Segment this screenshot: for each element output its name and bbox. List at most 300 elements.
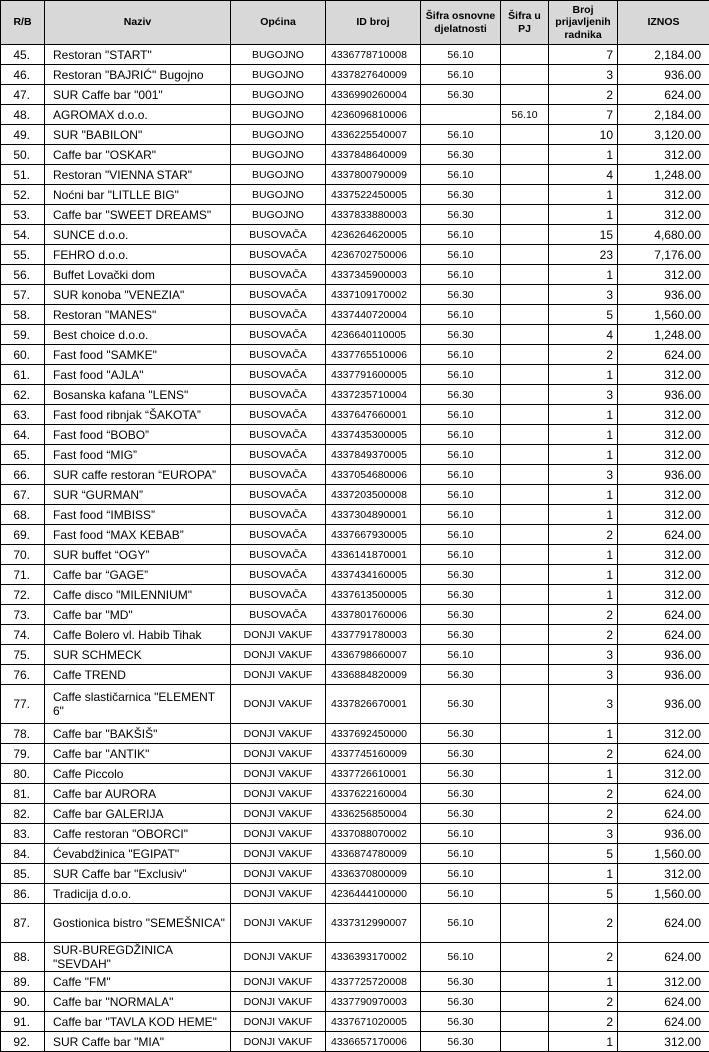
business-name-cell: SUR Caffe bar "001"	[45, 85, 231, 105]
business-name-cell: Fast food “MIG”	[45, 445, 231, 465]
amount-cell: 312.00	[618, 265, 709, 285]
municipality-cell: BUSOVAČA	[231, 505, 326, 525]
activity-code-cell: 56.30	[421, 605, 501, 625]
municipality-cell: DONJI VAKUF	[231, 764, 326, 784]
pj-code-cell	[501, 465, 549, 485]
amount-cell: 936.00	[618, 385, 709, 405]
table-row	[1, 265, 709, 285]
id-number-cell: 4337827640009	[326, 65, 421, 85]
pj-code-cell	[501, 545, 549, 565]
table-row	[1, 225, 709, 245]
business-name-cell: AGROMAX d.o.o.	[45, 105, 231, 125]
table-row	[1, 804, 709, 824]
business-name-cell: Caffe bar "NORMALA"	[45, 992, 231, 1012]
business-name-cell: Caffe bar "TAVLA KOD HEME"	[45, 1012, 231, 1032]
row-number-cell: 68.	[1, 505, 45, 525]
amount-cell: 2,184.00	[618, 45, 709, 65]
amount-cell: 936.00	[618, 665, 709, 685]
pj-code-cell	[501, 285, 549, 305]
municipality-cell: DONJI VAKUF	[231, 744, 326, 764]
row-number-cell: 49.	[1, 125, 45, 145]
row-number-cell: 56.	[1, 265, 45, 285]
employee-count-cell: 7	[549, 45, 618, 65]
business-name-cell: Caffe restoran "OBORCI"	[45, 824, 231, 844]
table-row	[1, 145, 709, 165]
pj-code-cell	[501, 305, 549, 325]
table-row	[1, 185, 709, 205]
pj-code-cell	[501, 245, 549, 265]
municipality-cell: BUSOVAČA	[231, 245, 326, 265]
activity-code-cell: 56.10	[421, 65, 501, 85]
municipality-cell: BUGOJNO	[231, 145, 326, 165]
row-number-cell: 51.	[1, 165, 45, 185]
activity-code-cell: 56.30	[421, 1012, 501, 1032]
table-row	[1, 465, 709, 485]
id-number-cell: 4236444100000	[326, 884, 421, 904]
business-name-cell: Restoran "START"	[45, 45, 231, 65]
pj-code-cell	[501, 405, 549, 425]
header-opcina: Općina	[231, 1, 326, 45]
id-number-cell: 4337440720004	[326, 305, 421, 325]
table-row	[1, 205, 709, 225]
row-number-cell: 48.	[1, 105, 45, 125]
table-row	[1, 904, 709, 943]
row-number-cell: 57.	[1, 285, 45, 305]
business-name-cell: Fast food “IMBISS”	[45, 505, 231, 525]
amount-cell: 624.00	[618, 625, 709, 645]
row-number-cell: 89.	[1, 972, 45, 992]
municipality-cell: BUSOVAČA	[231, 225, 326, 245]
employee-count-cell: 2	[549, 525, 618, 545]
pj-code-cell	[501, 864, 549, 884]
business-name-cell: Caffe disco "MILENNIUM"	[45, 585, 231, 605]
pj-code-cell	[501, 205, 549, 225]
id-number-cell: 4336798660007	[326, 645, 421, 665]
table-row	[1, 645, 709, 665]
row-number-cell: 69.	[1, 525, 45, 545]
pj-code-cell	[501, 385, 549, 405]
activity-code-cell: 56.10	[421, 943, 501, 972]
activity-code-cell: 56.30	[421, 804, 501, 824]
business-name-cell: Caffe bar "MD"	[45, 605, 231, 625]
business-name-cell: Caffe bar AURORA	[45, 784, 231, 804]
row-number-cell: 65.	[1, 445, 45, 465]
id-number-cell: 4336141870001	[326, 545, 421, 565]
pj-code-cell	[501, 265, 549, 285]
municipality-cell: BUGOJNO	[231, 85, 326, 105]
row-number-cell: 58.	[1, 305, 45, 325]
id-number-cell: 4337054680006	[326, 465, 421, 485]
activity-code-cell: 56.30	[421, 764, 501, 784]
pj-code-cell	[501, 764, 549, 784]
pj-code-cell	[501, 685, 549, 724]
id-number-cell: 4337203500008	[326, 485, 421, 505]
business-name-cell: Caffe bar “GAGE”	[45, 565, 231, 585]
pj-code-cell	[501, 185, 549, 205]
header-rb: R/B	[1, 1, 45, 45]
amount-cell: 312.00	[618, 764, 709, 784]
pj-code-cell	[501, 824, 549, 844]
amount-cell: 312.00	[618, 545, 709, 565]
table-row	[1, 325, 709, 345]
municipality-cell: BUSOVAČA	[231, 605, 326, 625]
activity-code-cell: 56.30	[421, 784, 501, 804]
table-row	[1, 425, 709, 445]
table-row	[1, 744, 709, 764]
table-row	[1, 485, 709, 505]
pj-code-cell	[501, 345, 549, 365]
business-name-cell: SUR SCHMECK	[45, 645, 231, 665]
activity-code-cell: 56.10	[421, 884, 501, 904]
business-name-cell: Caffe "FM"	[45, 972, 231, 992]
pj-code-cell	[501, 485, 549, 505]
id-number-cell: 4336256850004	[326, 804, 421, 824]
municipality-cell: DONJI VAKUF	[231, 685, 326, 724]
pj-code-cell	[501, 605, 549, 625]
amount-cell: 624.00	[618, 784, 709, 804]
table-row	[1, 65, 709, 85]
employee-count-cell: 1	[549, 425, 618, 445]
activity-code-cell: 56.10	[421, 245, 501, 265]
table-body	[1, 45, 709, 1052]
employee-count-cell: 5	[549, 305, 618, 325]
id-number-cell: 4337522450005	[326, 185, 421, 205]
table-row	[1, 565, 709, 585]
employee-count-cell: 3	[549, 824, 618, 844]
activity-code-cell: 56.10	[421, 505, 501, 525]
amount-cell: 3,120.00	[618, 125, 709, 145]
header-row	[1, 1, 709, 45]
row-number-cell: 77.	[1, 685, 45, 724]
employee-count-cell: 2	[549, 992, 618, 1012]
municipality-cell: BUGOJNO	[231, 125, 326, 145]
activity-code-cell: 56.30	[421, 565, 501, 585]
business-name-cell: Fast food “BOBO”	[45, 425, 231, 445]
table-row	[1, 972, 709, 992]
amount-cell: 624.00	[618, 85, 709, 105]
id-number-cell: 4337434160005	[326, 565, 421, 585]
amount-cell: 4,680.00	[618, 225, 709, 245]
id-number-cell: 4337109170002	[326, 285, 421, 305]
amount-cell: 936.00	[618, 824, 709, 844]
row-number-cell: 87.	[1, 904, 45, 943]
municipality-cell: BUSOVAČA	[231, 565, 326, 585]
id-number-cell: 4236096810006	[326, 105, 421, 125]
municipality-cell: BUSOVAČA	[231, 365, 326, 385]
row-number-cell: 82.	[1, 804, 45, 824]
activity-code-cell: 56.30	[421, 744, 501, 764]
employee-count-cell: 1	[549, 405, 618, 425]
activity-code-cell: 56.10	[421, 45, 501, 65]
table-row	[1, 992, 709, 1012]
row-number-cell: 64.	[1, 425, 45, 445]
municipality-cell: DONJI VAKUF	[231, 724, 326, 744]
row-number-cell: 70.	[1, 545, 45, 565]
id-number-cell: 4336874780009	[326, 844, 421, 864]
municipality-cell: DONJI VAKUF	[231, 645, 326, 665]
row-number-cell: 60.	[1, 345, 45, 365]
business-name-cell: Fast food ribnjak “ŠAKOTA”	[45, 405, 231, 425]
business-name-cell: Bosanska kafana "LENS"	[45, 385, 231, 405]
business-name-cell: SUR Caffe bar "Exclusiv"	[45, 864, 231, 884]
municipality-cell: BUSOVAČA	[231, 485, 326, 505]
employee-count-cell: 1	[549, 205, 618, 225]
activity-code-cell: 56.10	[421, 864, 501, 884]
pj-code-cell	[501, 665, 549, 685]
id-number-cell: 4337304890001	[326, 505, 421, 525]
table-header	[1, 1, 709, 45]
employee-count-cell: 1	[549, 505, 618, 525]
activity-code-cell: 56.10	[421, 525, 501, 545]
business-name-cell: Caffe bar "SWEET DREAMS"	[45, 205, 231, 225]
header-naziv: Naziv	[45, 1, 231, 45]
activity-code-cell: 56.10	[421, 824, 501, 844]
amount-cell: 312.00	[618, 585, 709, 605]
business-name-cell: Caffe bar "BAKŠIŠ"	[45, 724, 231, 744]
activity-code-cell: 56.10	[421, 365, 501, 385]
amount-cell: 624.00	[618, 744, 709, 764]
id-number-cell: 4337848640009	[326, 145, 421, 165]
id-number-cell: 4337791600005	[326, 365, 421, 385]
municipality-cell: BUGOJNO	[231, 45, 326, 65]
amount-cell: 624.00	[618, 992, 709, 1012]
row-number-cell: 67.	[1, 485, 45, 505]
amount-cell: 7,176.00	[618, 245, 709, 265]
activity-code-cell: 56.10	[421, 225, 501, 245]
activity-code-cell: 56.10	[421, 645, 501, 665]
employee-count-cell: 2	[549, 85, 618, 105]
municipality-cell: BUGOJNO	[231, 65, 326, 85]
pj-code-cell	[501, 744, 549, 764]
employee-count-cell: 1	[549, 485, 618, 505]
municipality-cell: DONJI VAKUF	[231, 1032, 326, 1052]
pj-code-cell	[501, 724, 549, 744]
business-name-cell: SUR-BUREGDŽINICA "SEVDAH"	[45, 943, 231, 972]
id-number-cell: 4336657170006	[326, 1032, 421, 1052]
amount-cell: 312.00	[618, 1032, 709, 1052]
activity-code-cell: 56.30	[421, 625, 501, 645]
id-number-cell: 4336884820009	[326, 665, 421, 685]
table-row	[1, 385, 709, 405]
activity-code-cell: 56.30	[421, 325, 501, 345]
activity-code-cell: 56.10	[421, 904, 501, 943]
business-name-cell: Caffe bar "ANTIK"	[45, 744, 231, 764]
pj-code-cell	[501, 972, 549, 992]
table-row	[1, 545, 709, 565]
row-number-cell: 73.	[1, 605, 45, 625]
table-row	[1, 665, 709, 685]
municipality-cell: BUSOVAČA	[231, 525, 326, 545]
amount-cell: 312.00	[618, 145, 709, 165]
row-number-cell: 63.	[1, 405, 45, 425]
row-number-cell: 85.	[1, 864, 45, 884]
activity-code-cell: 56.10	[421, 445, 501, 465]
employee-count-cell: 3	[549, 385, 618, 405]
pj-code-cell	[501, 844, 549, 864]
activity-code-cell: 56.30	[421, 205, 501, 225]
business-name-cell: FEHRO d.o.o.	[45, 245, 231, 265]
employee-count-cell: 1	[549, 585, 618, 605]
id-number-cell: 4236702750006	[326, 245, 421, 265]
table-row	[1, 105, 709, 125]
employee-count-cell: 1	[549, 185, 618, 205]
table-row	[1, 824, 709, 844]
pj-code-cell	[501, 1032, 549, 1052]
amount-cell: 624.00	[618, 345, 709, 365]
activity-code-cell: 56.10	[421, 465, 501, 485]
id-number-cell: 4337800790009	[326, 165, 421, 185]
activity-code-cell: 56.30	[421, 285, 501, 305]
header-sifra-pj: Šifra u PJ	[501, 1, 549, 45]
business-name-cell: SUR Caffe bar "MIA"	[45, 1032, 231, 1052]
id-number-cell: 4336990260004	[326, 85, 421, 105]
municipality-cell: BUSOVAČA	[231, 425, 326, 445]
amount-cell: 624.00	[618, 804, 709, 824]
municipality-cell: DONJI VAKUF	[231, 904, 326, 943]
activity-code-cell: 56.30	[421, 685, 501, 724]
id-number-cell: 4337235710004	[326, 385, 421, 405]
id-number-cell: 4337692450000	[326, 724, 421, 744]
table-row	[1, 724, 709, 744]
employee-count-cell: 3	[549, 65, 618, 85]
business-name-cell: Caffe Piccolo	[45, 764, 231, 784]
row-number-cell: 90.	[1, 992, 45, 1012]
employee-count-cell: 1	[549, 764, 618, 784]
pj-code-cell	[501, 784, 549, 804]
employee-count-cell: 1	[549, 445, 618, 465]
table-row	[1, 1032, 709, 1052]
municipality-cell: DONJI VAKUF	[231, 665, 326, 685]
employee-count-cell: 3	[549, 285, 618, 305]
employee-count-cell: 2	[549, 784, 618, 804]
pj-code-cell	[501, 585, 549, 605]
employee-count-cell: 4	[549, 325, 618, 345]
row-number-cell: 62.	[1, 385, 45, 405]
row-number-cell: 50.	[1, 145, 45, 165]
row-number-cell: 54.	[1, 225, 45, 245]
row-number-cell: 81.	[1, 784, 45, 804]
amount-cell: 624.00	[618, 943, 709, 972]
employee-count-cell: 1	[549, 265, 618, 285]
activity-code-cell: 56.10	[421, 305, 501, 325]
activity-code-cell: 56.30	[421, 85, 501, 105]
municipality-cell: DONJI VAKUF	[231, 804, 326, 824]
id-number-cell: 4337345900003	[326, 265, 421, 285]
amount-cell: 312.00	[618, 425, 709, 445]
amount-cell: 312.00	[618, 864, 709, 884]
table-row	[1, 245, 709, 265]
id-number-cell: 4337725720008	[326, 972, 421, 992]
row-number-cell: 74.	[1, 625, 45, 645]
pj-code-cell	[501, 625, 549, 645]
row-number-cell: 61.	[1, 365, 45, 385]
employee-count-cell: 1	[549, 145, 618, 165]
header-id-broj: ID broj	[326, 1, 421, 45]
pj-code-cell	[501, 45, 549, 65]
header-broj-radnika: Broj prijavljenih radnika	[549, 1, 618, 45]
table-row	[1, 605, 709, 625]
employee-count-cell: 2	[549, 744, 618, 764]
header-sifra-djelatnosti: Šifra osnovne djelatnosti	[421, 1, 501, 45]
activity-code-cell: 56.30	[421, 585, 501, 605]
id-number-cell: 4337647660001	[326, 405, 421, 425]
row-number-cell: 88.	[1, 943, 45, 972]
municipality-cell: DONJI VAKUF	[231, 1012, 326, 1032]
amount-cell: 936.00	[618, 285, 709, 305]
employee-count-cell: 1	[549, 545, 618, 565]
employee-count-cell: 2	[549, 1012, 618, 1032]
table-row	[1, 85, 709, 105]
id-number-cell: 4337790970003	[326, 992, 421, 1012]
row-number-cell: 76.	[1, 665, 45, 685]
table-row	[1, 884, 709, 904]
table-row	[1, 345, 709, 365]
id-number-cell: 4336393170002	[326, 943, 421, 972]
row-number-cell: 53.	[1, 205, 45, 225]
municipality-cell: DONJI VAKUF	[231, 864, 326, 884]
municipality-cell: DONJI VAKUF	[231, 784, 326, 804]
business-name-cell: Gostionica bistro "SEMEŠNICA"	[45, 904, 231, 943]
id-number-cell: 4337667930005	[326, 525, 421, 545]
table-row	[1, 784, 709, 804]
business-name-cell: Caffe slastičarnica "ELEMENT 6"	[45, 685, 231, 724]
row-number-cell: 86.	[1, 884, 45, 904]
pj-code-cell	[501, 425, 549, 445]
amount-cell: 312.00	[618, 365, 709, 385]
table-row	[1, 1012, 709, 1032]
table-row	[1, 585, 709, 605]
table-row	[1, 864, 709, 884]
activity-code-cell: 56.10	[421, 405, 501, 425]
row-number-cell: 47.	[1, 85, 45, 105]
row-number-cell: 79.	[1, 744, 45, 764]
table-row	[1, 685, 709, 724]
activity-code-cell: 56.30	[421, 145, 501, 165]
pj-code-cell	[501, 85, 549, 105]
table-row	[1, 45, 709, 65]
activity-code-cell: 56.30	[421, 385, 501, 405]
pj-code-cell: 56.10	[501, 105, 549, 125]
activity-code-cell: 56.30	[421, 992, 501, 1012]
employee-count-cell: 5	[549, 844, 618, 864]
municipality-cell: BUSOVAČA	[231, 385, 326, 405]
row-number-cell: 52.	[1, 185, 45, 205]
amount-cell: 312.00	[618, 185, 709, 205]
municipality-cell: DONJI VAKUF	[231, 943, 326, 972]
business-name-cell: Buffet Lovački dom	[45, 265, 231, 285]
employee-count-cell: 2	[549, 943, 618, 972]
activity-code-cell: 56.30	[421, 665, 501, 685]
pj-code-cell	[501, 225, 549, 245]
table-row	[1, 405, 709, 425]
employee-count-cell: 1	[549, 1032, 618, 1052]
header-iznos: IZNOS	[618, 1, 709, 45]
pj-code-cell	[501, 884, 549, 904]
employee-count-cell: 2	[549, 625, 618, 645]
table-row	[1, 365, 709, 385]
id-number-cell: 4337801760006	[326, 605, 421, 625]
row-number-cell: 45.	[1, 45, 45, 65]
municipality-cell: DONJI VAKUF	[231, 844, 326, 864]
municipality-cell: BUGOJNO	[231, 205, 326, 225]
municipality-cell: BUSOVAČA	[231, 405, 326, 425]
id-number-cell: 4337671020005	[326, 1012, 421, 1032]
employee-count-cell: 1	[549, 864, 618, 884]
business-name-cell: SUR caffe restoran “EUROPA”	[45, 465, 231, 485]
municipality-cell: BUSOVAČA	[231, 345, 326, 365]
pj-code-cell	[501, 804, 549, 824]
pj-code-cell	[501, 325, 549, 345]
